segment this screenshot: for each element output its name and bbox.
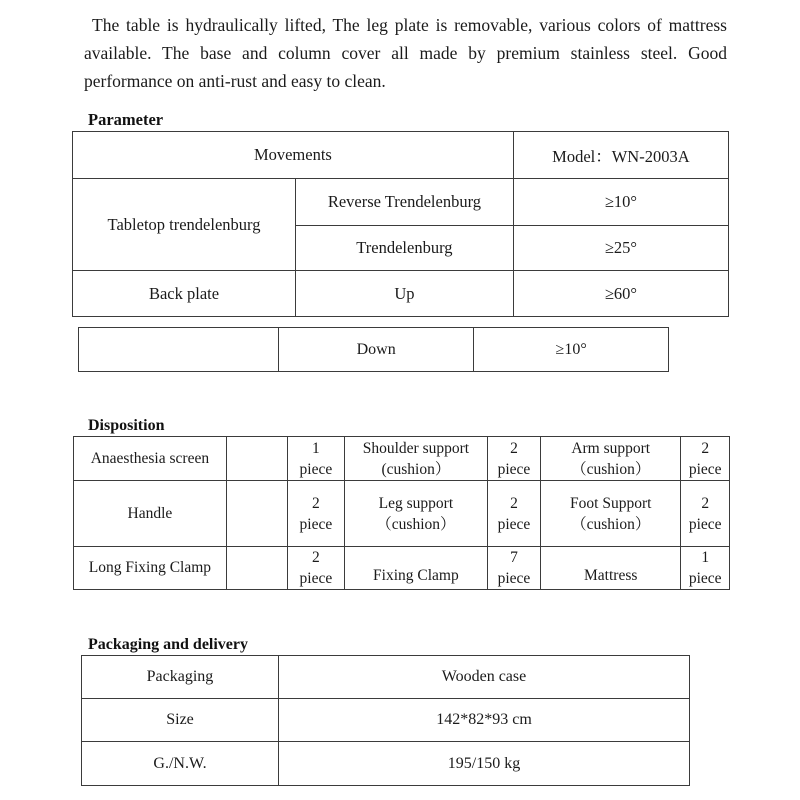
label-cell: G./N.W. [82,742,279,786]
table-row [82,656,690,699]
value-cell: ≥25° [513,226,728,271]
table-row [74,481,730,547]
empty-cell [226,547,287,590]
qty-cell [681,547,730,590]
movement-cell: Up [296,271,514,317]
item-cell: Mattress [541,547,681,590]
qty-cell [287,547,344,590]
qty-cell [287,437,344,481]
qty-unit: piece [299,570,333,587]
qty-number: 2 [701,494,710,512]
disposition-table [73,436,730,590]
table-row [74,437,730,481]
down-row-table [78,327,669,372]
item-cell: Fixing Clamp [344,547,487,590]
item-line: Foot Support [570,494,652,512]
qty-unit: piece [299,515,333,533]
qty-cell [487,481,540,547]
qty-number: 7 [510,549,518,566]
table-row [79,328,669,372]
table-row [73,132,729,179]
qty-cell [287,481,344,547]
label-cell: Packaging [82,656,279,699]
movement-cell: Reverse Trendelenburg [296,179,514,226]
item-line: （cushion） [571,460,651,478]
parameter-table [72,131,729,317]
qty-unit: piece [299,460,333,478]
item-cell [541,481,681,547]
disposition-heading: Disposition [88,417,165,434]
parameter-heading: Parameter [88,110,164,129]
qty-number: 2 [701,439,710,457]
group-cell-back-plate: Back plate [73,271,296,317]
empty-cell [79,328,279,372]
qty-number: 2 [510,494,518,512]
qty-cell [487,547,540,590]
qty-unit: piece [497,570,531,587]
value-cell: Wooden case [278,656,689,699]
table-row [73,271,729,317]
value-cell: 142*82*93 cm [278,699,689,742]
item-line: (cushion） [381,460,451,478]
value-cell: 195/150 kg [278,742,689,786]
qty-number: 1 [312,439,320,457]
intro-paragraph: The table is hydraulically lifted, The leg plate is removable, various colors of mattress available. The base and column cover all made by premium stainless steel. Good performance on anti-rust and easy to clean. [84,15,727,91]
packaging-heading: Packaging and delivery [88,636,249,653]
item-line: Leg support [378,494,454,512]
item-cell [344,437,487,481]
movements-header-cell: Movements [73,132,514,179]
value-cell: ≥10° [474,328,669,372]
item-line: Arm support [571,439,651,457]
item-line: （cushion） [571,515,651,533]
model-cell: Model：WN-2003A [513,132,728,179]
table-row [82,699,690,742]
qty-unit: piece [688,570,722,587]
item-cell [541,437,681,481]
table-row [74,547,730,590]
item-cell: Handle [74,481,227,547]
table-row [73,179,729,226]
qty-cell [681,481,730,547]
item-cell [344,481,487,547]
value-cell: ≥60° [513,271,728,317]
movement-cell: Trendelenburg [296,226,514,271]
qty-cell [681,437,730,481]
item-line: （cushion） [376,515,456,533]
qty-cell [487,437,540,481]
item-line: Shoulder support [362,439,470,457]
qty-unit: piece [688,460,722,478]
table-row [82,742,690,786]
qty-unit: piece [497,460,531,478]
item-cell: Anaesthesia screen [74,437,227,481]
qty-number: 2 [312,494,320,512]
qty-number: 1 [701,549,710,566]
qty-number: 2 [312,549,320,566]
movement-cell: Down [279,328,474,372]
empty-cell [226,437,287,481]
empty-cell [226,481,287,547]
qty-number: 2 [510,439,518,457]
item-cell: Long Fixing Clamp [74,547,227,590]
qty-unit: piece [497,515,531,533]
group-cell-tabletop-trendelenburg: Tabletop trendelenburg [73,179,296,271]
qty-unit: piece [688,515,722,533]
value-cell: ≥10° [513,179,728,226]
label-cell: Size [82,699,279,742]
packaging-table [81,655,690,786]
